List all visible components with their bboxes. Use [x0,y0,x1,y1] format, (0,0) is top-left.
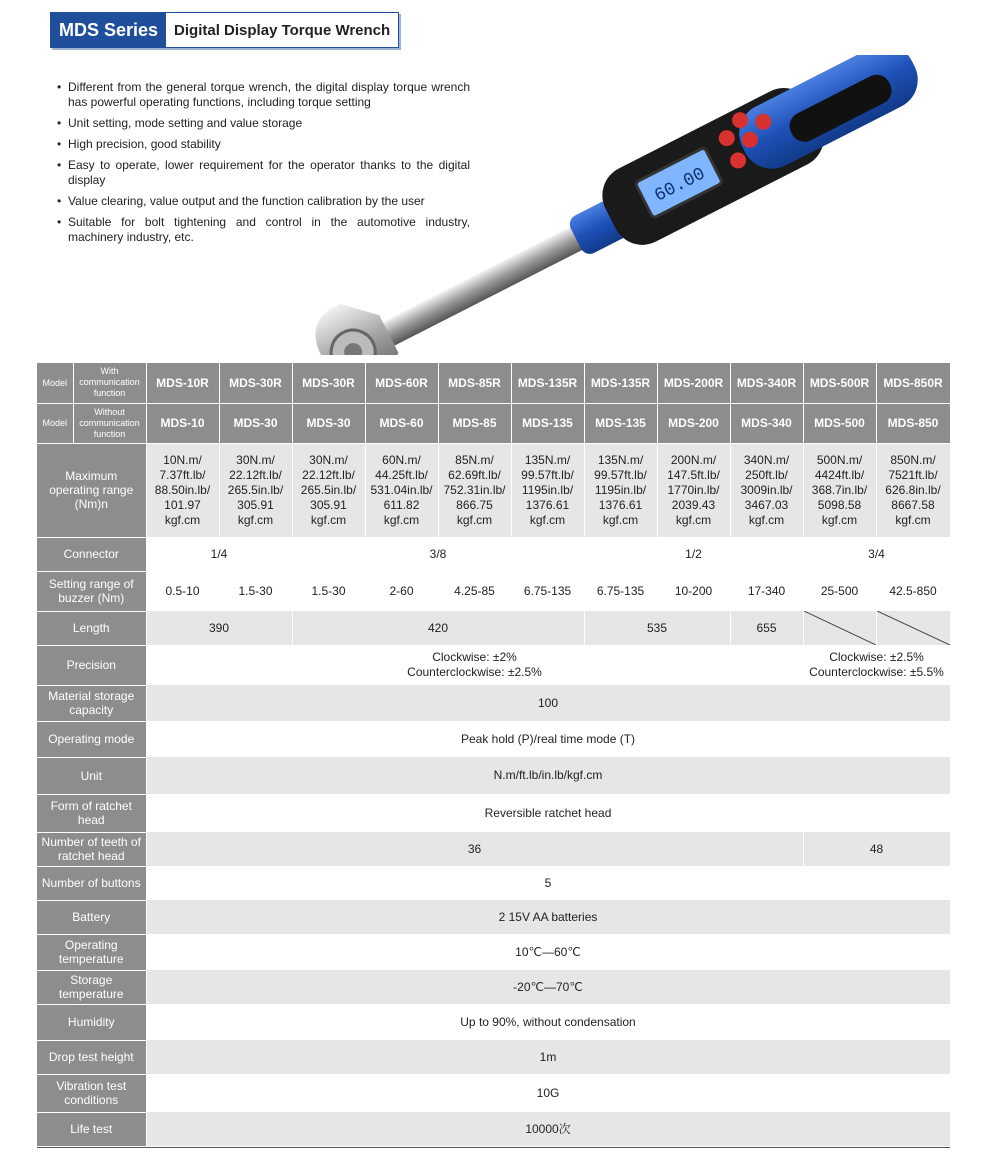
row-label: Number of buttons [37,866,146,900]
model-cell: MDS-10R [146,363,219,403]
model-cell: MDS-60R [365,363,438,403]
teeth-cell: 48 [803,832,950,866]
buzzer-cell: 0.5-10 [146,571,219,611]
model-cell: MDS-135R [511,363,584,403]
battery-row [37,900,950,934]
range-cell: 60N.m/ 44.25ft.lb/ 531.04in.lb/ 611.82 kgf.cm [365,443,438,537]
model-cell: MDS-30 [219,403,292,443]
buttons-cell: 5 [146,866,950,900]
head-row [37,794,950,832]
model-label: Model [37,363,73,403]
row-label: Length [37,611,146,645]
head-cell: Reversible ratchet head [146,794,950,832]
connector-cell: 3/4 [803,537,950,571]
range-cell: 85N.m/ 62.69ft.lb/ 752.31in.lb/ 866.75 kgf.cm [438,443,511,537]
spec-table [37,363,951,1147]
model-cell: MDS-10 [146,403,219,443]
life-cell: 10000次 [146,1112,950,1146]
buzzer-cell: 42.5-850 [876,571,950,611]
humidity-row [37,1004,950,1040]
life-row [37,1112,950,1146]
connector-cell: 3/8 [292,537,584,571]
model-cell: MDS-500R [803,363,876,403]
feature-item: • Value clearing, value output and the function calibration by the user [56,194,470,209]
not-applicable-cell [803,611,876,645]
st-temp-row [37,970,950,1004]
with-comm-label: With communication function [73,363,146,403]
op-temp-row [37,934,950,970]
without-comm-label: Without communication function [73,403,146,443]
teeth-cell: 36 [146,832,803,866]
connector-cell: 1/2 [584,537,803,571]
row-label: Operating mode [37,721,146,757]
feature-item: • High precision, good stability [56,137,470,152]
row-label: Maximum operating range (Nm)n [37,443,146,537]
row-label: Drop test height [37,1040,146,1074]
precision-row [37,645,950,685]
storage-cell: 100 [146,685,950,721]
series-label: MDS Series [51,13,166,47]
row-label: Form of ratchet head [37,794,146,832]
model-cell: MDS-60 [365,403,438,443]
buzzer-cell: 1.5-30 [292,571,365,611]
max-range-row [37,443,950,537]
precision-clockwise: Clockwise: ±2% [432,650,517,664]
precision-large-cell [803,645,950,685]
storage-row [37,685,950,721]
vibration-cell: 10G [146,1074,950,1112]
length-row [37,611,950,645]
models-with-comm-row [37,363,950,403]
model-cell: MDS-30R [219,363,292,403]
row-label: Unit [37,757,146,794]
buttons-row [37,866,950,900]
model-cell: MDS-30R [292,363,365,403]
range-cell: 30N.m/ 22.12ft.lb/ 265.5in.lb/ 305.91 kgf.cm [219,443,292,537]
battery-cell: 2 15V AA batteries [146,900,950,934]
drop-cell: 1m [146,1040,950,1074]
row-label: Vibration test conditions [37,1074,146,1112]
row-label: Precision [37,645,146,685]
buzzer-cell: 17-340 [730,571,803,611]
buzzer-row [37,571,950,611]
buzzer-cell: 4.25-85 [438,571,511,611]
buzzer-cell: 6.75-135 [511,571,584,611]
row-label: Number of teeth of ratchet head [37,832,146,866]
row-label: Storage temperature [37,970,146,1004]
drop-row [37,1040,950,1074]
table-bottom-rule [37,1147,950,1148]
feature-item: • Unit setting, mode setting and value storage [56,116,470,131]
model-label: Model [37,403,73,443]
model-cell: MDS-135 [511,403,584,443]
row-label: Humidity [37,1004,146,1040]
torque-wrench-illustration [290,55,970,355]
precision-clockwise: Clockwise: ±2.5% [829,650,924,664]
length-cell: 655 [730,611,803,645]
st-temp-cell: -20℃—70℃ [146,970,950,1004]
precision-counterclockwise: Counterclockwise: ±2.5% [407,665,542,679]
model-cell: MDS-30 [292,403,365,443]
buzzer-cell: 25-500 [803,571,876,611]
feature-item: • Easy to operate, lower requirement for the operator thanks to the digital display [56,158,470,188]
mode-cell: Peak hold (P)/real time mode (T) [146,721,950,757]
vibration-row [37,1074,950,1112]
length-cell: 390 [146,611,292,645]
range-cell: 200N.m/ 147.5ft.lb/ 1770in.lb/ 2039.43 kgf.cm [657,443,730,537]
row-label: Setting range of buzzer (Nm) [37,571,146,611]
range-cell: 10N.m/ 7.37ft.lb/ 88.50in.lb/ 101.97 kgf.cm [146,443,219,537]
range-cell: 500N.m/ 4424ft.lb/ 368.7in.lb/ 5098.58 kgf.cm [803,443,876,537]
row-label: Operating temperature [37,934,146,970]
teeth-row [37,832,950,866]
model-cell: MDS-200R [657,363,730,403]
precision-standard-cell [146,645,803,685]
buzzer-cell: 2-60 [365,571,438,611]
feature-item: • Suitable for bolt tightening and control in the automotive industry, machinery industry, etc. [56,215,470,245]
range-cell: 340N.m/ 250ft.lb/ 3009in.lb/ 3467.03 kgf.cm [730,443,803,537]
model-cell: MDS-500 [803,403,876,443]
page-title: Digital Display Torque Wrench [166,13,398,47]
row-label: Material storage capacity [37,685,146,721]
row-label: Connector [37,537,146,571]
connector-cell: 1/4 [146,537,292,571]
model-cell: MDS-85R [438,363,511,403]
range-cell: 850N.m/ 7521ft.lb/ 626.8in.lb/ 8667.58 kgf.cm [876,443,950,537]
model-cell: MDS-135R [584,363,657,403]
feature-item: • Different from the general torque wrench, the digital display torque wrench has powerful operating functions, including torque setting [56,80,470,110]
row-label: Battery [37,900,146,934]
model-cell: MDS-135 [584,403,657,443]
unit-row [37,757,950,794]
range-cell: 135N.m/ 99.57ft.lb/ 1195in.lb/ 1376.61 kgf.cm [584,443,657,537]
op-temp-cell: 10℃—60℃ [146,934,950,970]
model-cell: MDS-850R [876,363,950,403]
length-cell: 420 [292,611,584,645]
unit-cell: N.m/ft.lb/in.lb/kgf.cm [146,757,950,794]
mode-row [37,721,950,757]
not-applicable-cell [876,611,950,645]
connector-row [37,537,950,571]
model-cell: MDS-200 [657,403,730,443]
model-cell: MDS-850 [876,403,950,443]
humidity-cell: Up to 90%, without condensation [146,1004,950,1040]
precision-counterclockwise: Counterclockwise: ±5.5% [809,665,944,679]
title-badge [50,12,399,48]
row-label: Life test [37,1112,146,1146]
model-cell: MDS-85 [438,403,511,443]
buzzer-cell: 10-200 [657,571,730,611]
range-cell: 135N.m/ 99.57ft.lb/ 1195in.lb/ 1376.61 kgf.cm [511,443,584,537]
lcd-reading: 60.00 [651,164,709,207]
models-without-comm-row [37,403,950,443]
buzzer-cell: 1.5-30 [219,571,292,611]
range-cell: 30N.m/ 22.12ft.lb/ 265.5in.lb/ 305.91 kgf.cm [292,443,365,537]
model-cell: MDS-340R [730,363,803,403]
buzzer-cell: 6.75-135 [584,571,657,611]
model-cell: MDS-340 [730,403,803,443]
length-cell: 535 [584,611,730,645]
wrench-shaft [356,222,591,355]
